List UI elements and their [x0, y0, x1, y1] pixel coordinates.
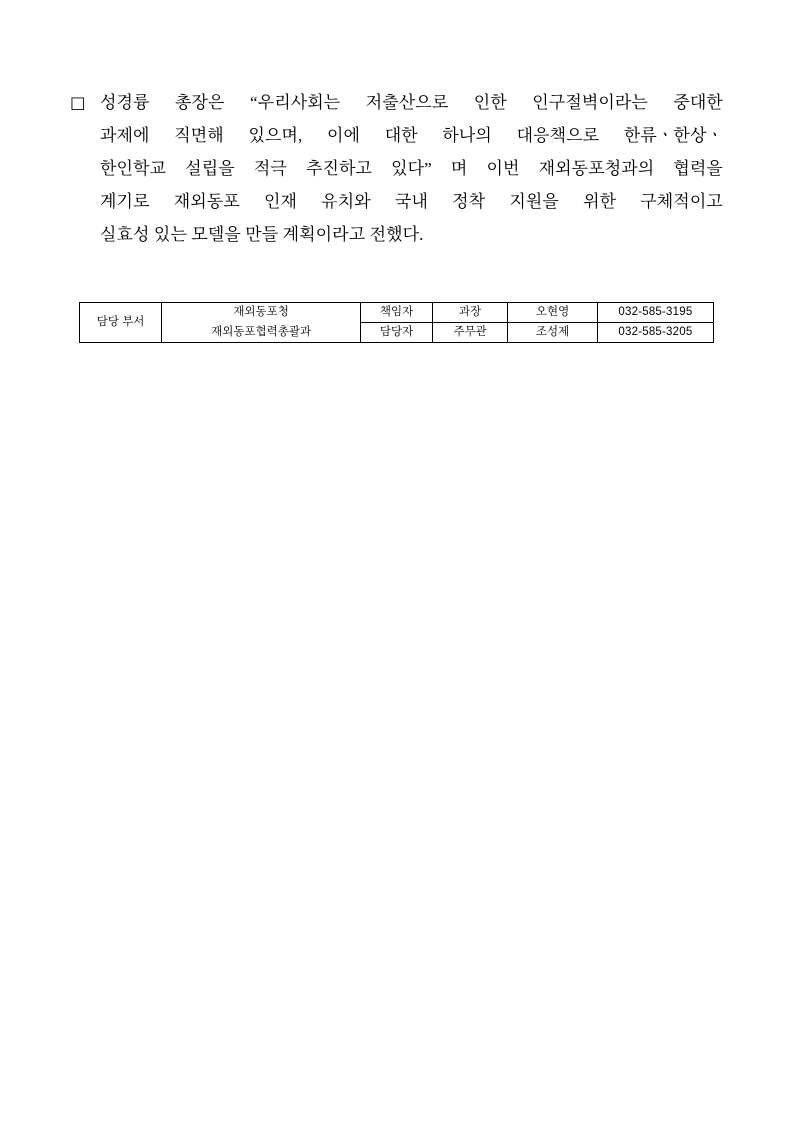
phone-cell-1: 032-585-3195 [597, 303, 713, 323]
role-label-cell-2: 담당자 [360, 323, 432, 343]
table-row [80, 303, 714, 323]
paragraph-row [70, 86, 723, 251]
bullet-marker-icon: □ [70, 93, 86, 112]
paragraph-text [100, 86, 723, 251]
paragraph-line-1: 성경륭 총장은 “우리사회는 저출산으로 인한 인구절벽이라는 중대한 [100, 93, 723, 112]
paragraph-block [70, 86, 723, 251]
paragraph-line-2: 과제에 직면해 있으며, 이에 대한 하나의 대응책으로 한류ㆍ한상ㆍ [100, 126, 723, 145]
paragraph-line-4: 계기로 재외동포 인재 유치와 국내 정착 지원을 위한 구체적이고 [100, 192, 723, 211]
role-label-cell-1: 책임자 [360, 303, 432, 323]
person-name-cell-2: 조성제 [508, 323, 598, 343]
department-name-line2-cell: 재외동포협력총괄과 [162, 323, 361, 343]
rank-cell-1: 과장 [433, 303, 508, 323]
department-name-line1-cell: 재외동포청 [162, 303, 361, 323]
department-label-cell: 담당 부서 [80, 303, 162, 343]
person-name-cell-1: 오현영 [508, 303, 598, 323]
table-row [80, 323, 714, 343]
paragraph-line-5: 실효성 있는 모델을 만들 계획이라고 전했다. [100, 225, 424, 244]
contact-table [79, 302, 714, 343]
paragraph-line-3: 한인학교 설립을 적극 추진하고 있다” 며 이번 재외동포청과의 협력을 [100, 159, 723, 178]
rank-cell-2: 주무관 [433, 323, 508, 343]
phone-cell-2: 032-585-3205 [597, 323, 713, 343]
